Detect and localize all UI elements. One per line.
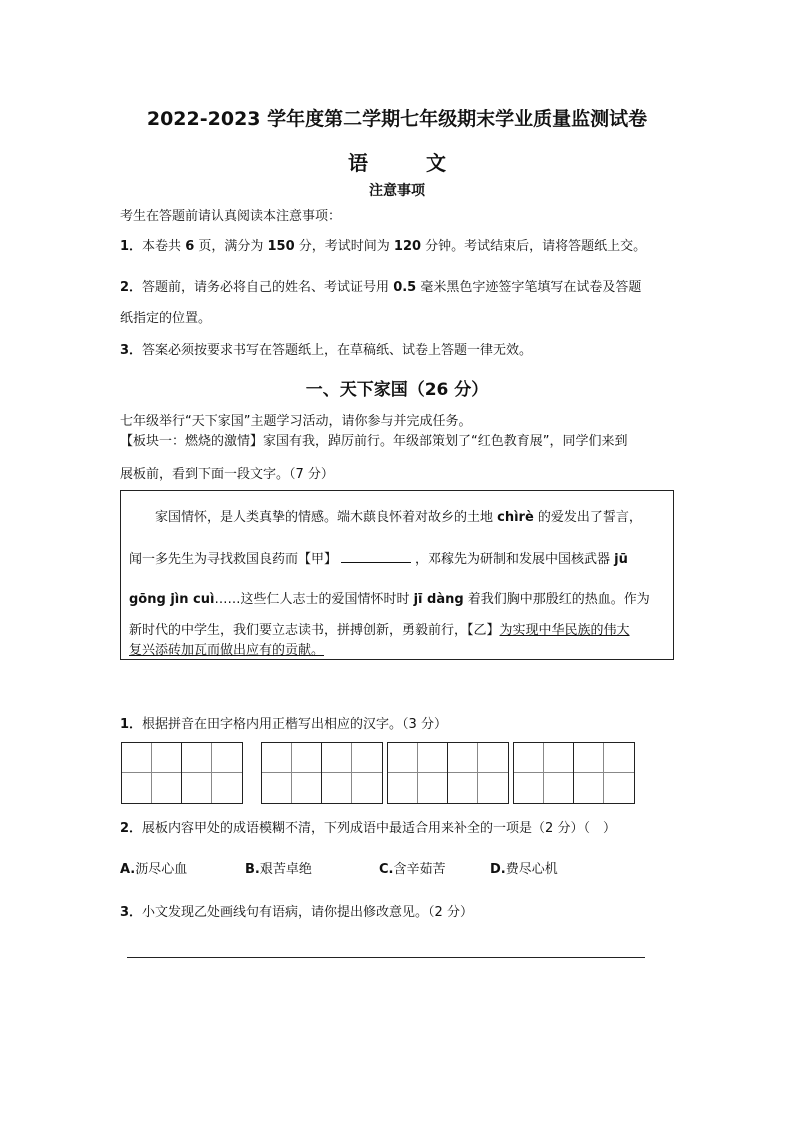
pinyin: gōng jìn cuì [129,592,215,607]
block-line-1: 【板块一：燃烧的激情】家国有我，踔厉前行。年级部策划了“红色教育展”，同学们来到 [120,434,628,449]
tianzige-cell[interactable] [322,743,382,803]
option-d[interactable] [490,858,558,877]
notice-item-2 [120,276,641,295]
option-text: 沥尽心血 [135,862,188,877]
tianzige-group-4 [513,742,635,804]
tianzige-cell[interactable] [182,743,242,803]
option-letter: C. [379,862,394,877]
tianzige-cell[interactable] [388,743,448,803]
underlined-sentence: 复兴添砖加瓦而做出应有的贡献。 [129,643,325,658]
option-text: 艰苦卓绝 [259,862,312,877]
notice-item-1 [120,235,646,254]
tianzige-group-1 [121,742,243,804]
notice-text: 页，满分为 [194,239,268,254]
section-heading: 一、天下家国（26 分） [305,380,489,400]
block-line-2: 展板前，看到下面一段文字。（7 分） [120,467,334,482]
notice-text: 分钟。考试结束后，请将答题纸上交。 [421,239,647,254]
option-a[interactable] [120,858,187,877]
notice-intro: 考生在答题前请认真阅读本注意事项： [120,209,342,224]
notice-item-number: 3． [120,343,143,358]
fill-blank[interactable] [341,550,411,563]
question-3 [120,901,473,920]
question-text: 小文发现乙处画线句有语病，请你提出修改意见。（2 分） [142,905,473,920]
passage-text: 着我们胸中那殷红的热血。作为 [463,592,650,607]
passage-line-3 [129,588,650,607]
question-2 [120,817,616,836]
exam-title: 2022-2023 学年度第二学期七年级期末学业质量监测试卷 [146,108,648,130]
question-1 [120,713,447,732]
notice-item-number: 1． [120,239,143,254]
option-b[interactable] [245,858,312,877]
notice-item-number: 2． [120,280,143,295]
section-intro: 七年级举行“天下家国”主题学习活动，请你参与并完成任务。 [120,414,472,429]
subject-title: 语文 [348,151,504,175]
option-text: 含辛茹苦 [393,862,446,877]
pinyin: chìrè [497,510,534,525]
option-c[interactable] [379,858,446,877]
notice-value: 120 [393,239,422,254]
tianzige-cell[interactable] [574,743,634,803]
notice-value: 0.5 [393,280,417,295]
passage-line-4 [129,619,630,638]
answer-line[interactable] [127,957,645,958]
passage-line-5 [129,639,324,658]
pinyin: jū [614,552,628,567]
notice-text: 毫米黑色字迹签字笔填写在试卷及答题 [416,280,642,295]
question-number: 3． [120,905,143,920]
notice-text: 分，考试时间为 [294,239,394,254]
question-text: 根据拼音在田字格内用正楷写出相应的汉字。（3 分） [142,717,447,732]
notice-value: 6 [185,239,195,254]
question-text: 展板内容甲处的成语模糊不清，下列成语中最适合用来补全的一项是（2 分）（ ） [142,821,616,836]
tianzige-cell[interactable] [262,743,322,803]
passage-text: 新时代的中学生，我们要立志读书，拼搏创新，勇毅前行，【乙】 [129,623,500,638]
tianzige-cell[interactable] [122,743,182,803]
passage-line-2 [129,548,628,567]
question-number: 1． [120,717,143,732]
notice-text: 答案必须按要求书写在答题纸上，在草稿纸、试卷上答题一律无效。 [142,343,533,358]
passage-box [120,490,674,660]
tianzige-cell[interactable] [448,743,508,803]
tianzige-group-3 [387,742,509,804]
passage-text: ，邓稼先为研制和发展中国核武器 [415,552,615,567]
passage-text: 的爱发出了誓言， [533,510,642,525]
notice-text: 本卷共 [142,239,186,254]
passage-text: 闻一多先生为寻找救国良药而【甲】 [129,552,338,567]
passage-text: ……这些仁人志士的爱国情怀时时 [214,592,414,607]
pinyin: jī dàng [413,592,464,607]
option-letter: B. [245,862,260,877]
notice-item-3 [120,339,532,358]
option-letter: A. [120,862,136,877]
passage-text: 家国情怀，是人类真挚的情感。端木蕻良怀着对故乡的土地 [155,510,498,525]
tianzige-group-2 [261,742,383,804]
tianzige-cell[interactable] [514,743,574,803]
notice-item-2-cont: 纸指定的位置。 [120,311,212,326]
underlined-sentence: 为实现中华民族的伟大 [499,623,630,638]
option-text: 费尽心机 [505,862,558,877]
question-number: 2． [120,821,143,836]
passage-line-1 [155,506,642,525]
notice-value: 150 [267,239,295,254]
notice-heading: 注意事项 [369,183,425,199]
option-letter: D. [490,862,506,877]
notice-text: 答题前，请务必将自己的姓名、考试证号用 [142,280,394,295]
